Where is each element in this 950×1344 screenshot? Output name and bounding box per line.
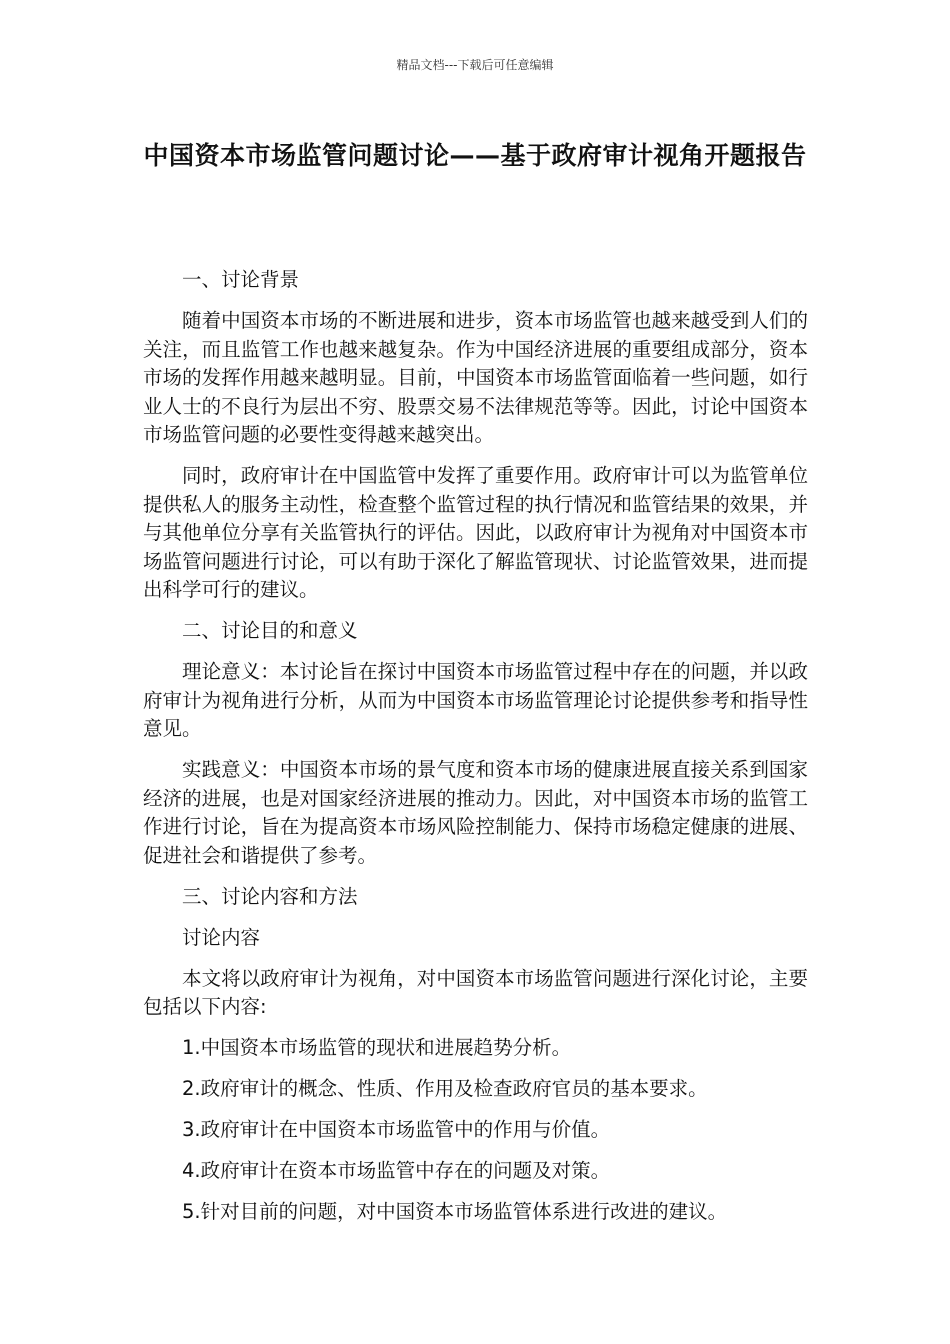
list-item: 1.中国资本市场监管的现状和进展趋势分析。 (182, 1036, 572, 1059)
section-heading-background: 一、讨论背景 (182, 268, 300, 291)
document-title: 中国资本市场监管问题讨论——基于政府审计视角开题报告 (143, 141, 807, 170)
list-item: 5.针对目前的问题，对中国资本市场监管体系进行改进的建议。 (182, 1200, 728, 1223)
document-body (143, 266, 808, 1239)
list-item: 2.政府审计的概念、性质、作用及检查政府官员的基本要求。 (182, 1077, 708, 1100)
paragraph: 同时，政府审计在中国监管中发挥了重要作用。政府审计可以为监管单位提供私人的服务主动性，检查整个监管过程的执行情况和监管结果的效果，并与其他单位分享有关监管执行的评估。因此，以政府审计为视角对中国资本市场监管问题进行讨论，可以有助于深化了解监管现状、讨论监管效果，进而提出科学可行的建议。 (143, 464, 808, 601)
paragraph: 理论意义：本讨论旨在探讨中国资本市场监管过程中存在的问题，并以政府审计为视角进行分析，从而为中国资本市场监管理论讨论提供参考和指导性意见。 (143, 660, 808, 740)
list-item: 4.政府审计在资本市场监管中存在的问题及对策。 (182, 1159, 611, 1182)
paragraph: 本文将以政府审计为视角，对中国资本市场监管问题进行深化讨论，主要包括以下内容: (143, 966, 808, 1018)
page-header-watermark: 精品文档---下载后可任意编辑 (396, 58, 554, 72)
section-heading-purpose: 二、讨论目的和意义 (182, 619, 358, 642)
paragraph: 随着中国资本市场的不断进展和进步，资本市场监管也越来越受到人们的关注，而且监管工作也越来越复杂。作为中国经济进展的重要组成部分，资本市场的发挥作用越来越明显。目前，中国资本市场监管面临着一些问题，如行业人士的不良行为层出不穷、股票交易不法律规范等等。因此，讨论中国资本市场监管问题的必要性变得越来越突出。 (143, 309, 808, 446)
list-item: 3.政府审计在中国资本市场监管中的作用与价值。 (182, 1118, 611, 1141)
section-heading-content: 三、讨论内容和方法 (182, 884, 358, 908)
paragraph: 实践意义：中国资本市场的景气度和资本市场的健康进展直接关系到国家经济的进展，也是对国家经济进展的推动力。因此，对中国资本市场的监管工作进行讨论，旨在为提高资本市场风险控制能力、保持市场稳定健康的进展、促进社会和谐提供了参考。 (143, 758, 808, 867)
subheading-content: 讨论内容 (182, 925, 261, 949)
